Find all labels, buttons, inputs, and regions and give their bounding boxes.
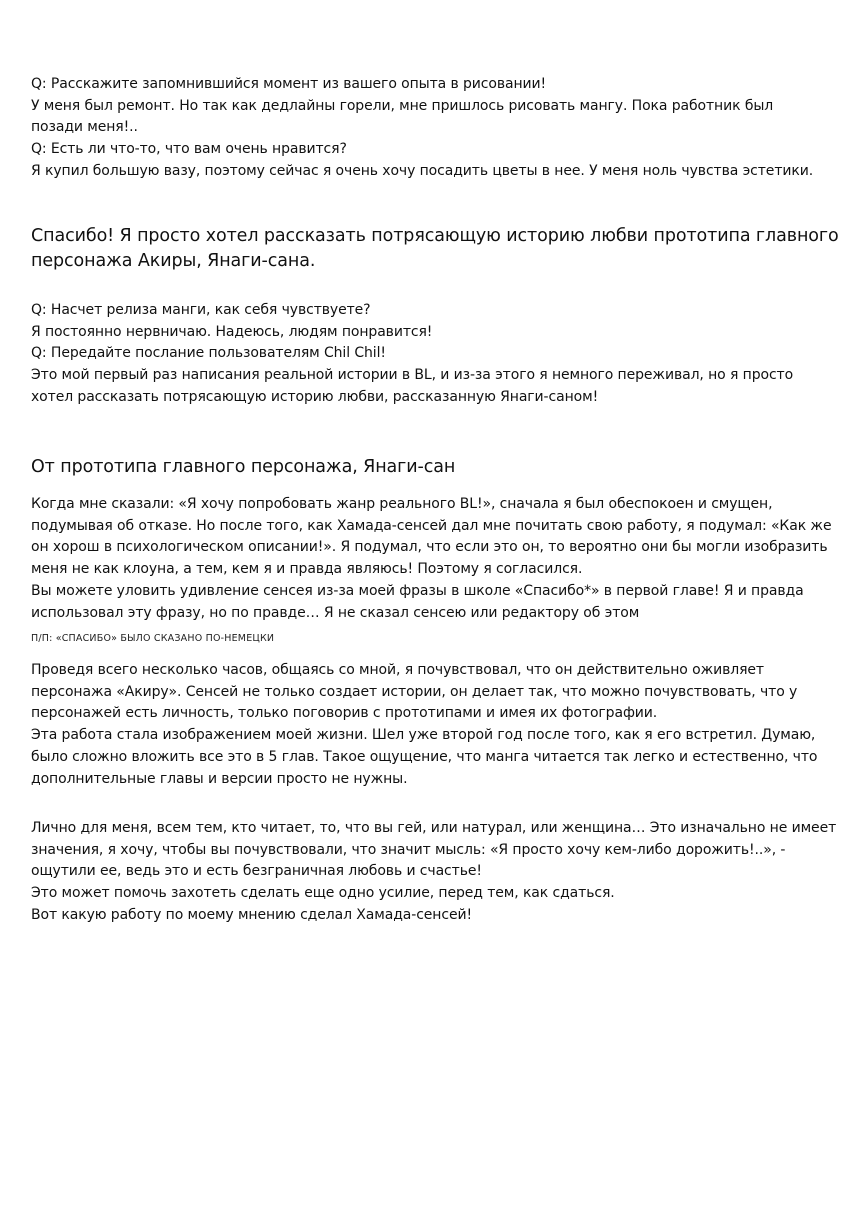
translator-note: П/П: «СПАСИБО» БЫЛО СКАЗАНО ПО-НЕМЕЦКИ [31, 633, 275, 644]
paragraph-line: Эта работа стала изображением моей жизни. Шел уже второй год после того, как я его встретил. Думаю, [31, 727, 816, 744]
paragraph-line: ощутили ее, ведь это и есть безграничная любовь и счастье! [31, 863, 482, 880]
interview-qa-block-2 [31, 300, 793, 409]
answer-line: У меня был ремонт. Но так как дедлайны горели, мне пришлось рисовать мангу. Пока работник был [31, 97, 774, 114]
paragraph-line: значения, я хочу, чтобы вы почувствовали, что значит мысль: «Я просто хочу кем-либо дорожить!..», - [31, 841, 786, 858]
paragraph-line: персонажа «Акиру». Сенсей не только создает истории, он делает так, что можно почувствовать, что у [31, 683, 798, 700]
heading-line: От прототипа главного персонажа, Янаги-сан [31, 457, 456, 477]
paragraph-line: он хорош в психологическом описании!». Я подумал, что если это он, то вероятно они бы могли изобразить [31, 539, 828, 556]
prototype-paragraph-3 [31, 818, 836, 927]
answer-line: Я купил большую вазу, поэтому сейчас я очень хочу посадить цветы в нее. У меня ноль чувства эстетики. [31, 162, 814, 179]
interview-qa-block-1 [31, 74, 813, 183]
question-line: Q: Есть ли что-то, что вам очень нравится? [31, 141, 347, 158]
question-line: Q: Насчет релиза манги, как себя чувствуете? [31, 302, 371, 318]
paragraph-line: Когда мне сказали: «Я хочу попробовать жанр реального BL!», сначала я был обеспокоен и смущен, [31, 496, 773, 512]
prototype-paragraph-1 [31, 494, 831, 624]
paragraph-line: подумывая об отказе. Но после того, как Хамада-сенсей дал мне почитать свою работу, я подумал: «Как же [31, 517, 832, 534]
paragraph-line: Проведя всего несколько часов, общаясь со мной, я почувствовал, что он действительно оживляет [31, 662, 764, 678]
answer-line: позади меня!.. [31, 119, 138, 136]
answer-line: хотел рассказать потрясающую историю любви, рассказанную Янаги-саном! [31, 388, 599, 405]
paragraph-line: Это может помочь захотеть сделать еще одно усилие, перед тем, как сдаться. [31, 885, 615, 902]
heading-line: персонажа Акиры, Янаги-сана. [31, 251, 316, 271]
section-heading-thanks [31, 224, 839, 274]
paragraph-line: персонажей есть личность, только поговорив с прототипами и имея их фотографии. [31, 705, 658, 722]
section-heading-prototype [31, 455, 455, 480]
answer-line: Я постоянно нервничаю. Надеюсь, людям понравится! [31, 323, 433, 340]
paragraph-line: Вы можете уловить удивление сенсея из-за моей фразы в школе «Спасибо*» в первой главе! Я и правда [31, 582, 804, 599]
paragraph-line: дополнительные главы и версии просто не нужны. [31, 770, 408, 787]
paragraph-line: использовал эту фразу, но по правде… Я не сказал сенсею или редактору об этом [31, 604, 640, 621]
paragraph-line: Лично для меня, всем тем, кто читает, то, что вы гей, или натурал, или женщина… Это изначально не имеет [31, 820, 837, 836]
question-line: Q: Расскажите запомнившийся момент из вашего опыта в рисовании! [31, 76, 547, 92]
paragraph-line: меня не как клоуна, а тем, кем я и правда являюсь! Поэтому я согласился. [31, 561, 583, 578]
paragraph-line: было сложно вложить все это в 5 глав. Такое ощущение, что манга читается так легко и естественно, что [31, 748, 818, 765]
heading-line: Спасибо! Я просто хотел рассказать потрясающую историю любви прототипа главного [31, 226, 839, 246]
paragraph-line: Вот какую работу по моему мнению сделал Хамада-сенсей! [31, 906, 472, 923]
answer-line: Это мой первый раз написания реальной истории в BL, и из-за этого я немного переживал, но я просто [31, 367, 794, 384]
prototype-paragraph-2 [31, 660, 817, 790]
question-line: Q: Передайте послание пользователям Chil Chil! [31, 345, 386, 362]
